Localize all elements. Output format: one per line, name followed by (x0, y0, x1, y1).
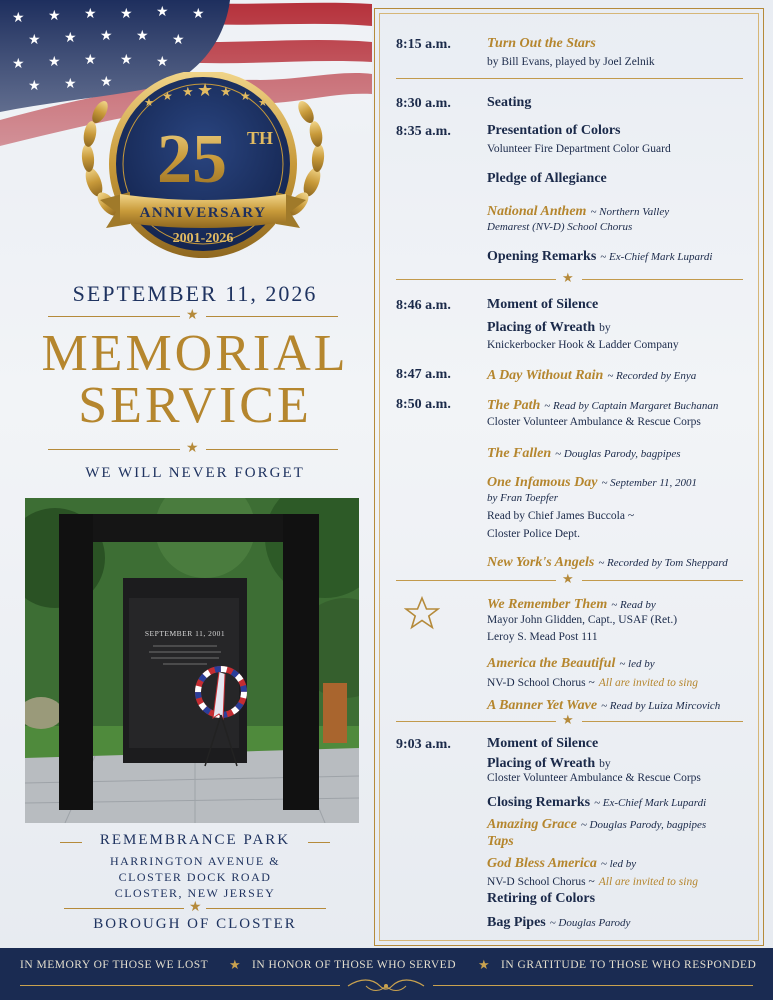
section-divider (396, 72, 743, 86)
title-memorial: MEMORIAL (41, 325, 349, 382)
item-opening-remarks-title: Opening Remarks (487, 249, 597, 264)
item-bag-pipes (487, 913, 630, 931)
borough-divider (64, 902, 326, 916)
left-column (0, 0, 372, 948)
section-divider (396, 571, 743, 588)
item-day-without-rain-performer: ~ Recorded by Enya (607, 370, 697, 382)
motto: WE WILL NEVER FORGET (85, 465, 305, 481)
item-the-fallen (487, 444, 681, 462)
item-america-the-beautiful-invite: All are invited to sing (598, 677, 698, 689)
item-closing-remarks (487, 793, 706, 811)
item-closing-remarks-title: Closing Remarks (487, 795, 591, 810)
item-national-anthem-title: National Anthem (487, 204, 587, 219)
item-one-infamous-day-title: One Infamous Day (487, 475, 598, 490)
item-we-remember-them-sub1: Mayor John Glidden, Capt., USAF (Ret.) (487, 614, 678, 626)
flourish-ornament-icon (346, 978, 426, 994)
star-icon: ★ (186, 441, 199, 456)
item-god-bless-america-title: God Bless America (487, 856, 597, 871)
item-national-anthem (487, 202, 669, 220)
item-day-without-rain (487, 366, 696, 384)
item-presentation-of-colors-sub: Volunteer Fire Department Color Guard (487, 143, 671, 155)
star-icon: ★ (186, 308, 199, 323)
item-bag-pipes-performer: ~ Douglas Parody (549, 917, 631, 929)
item-we-remember-them-title: We Remember Them (487, 597, 608, 612)
star-icon: ★ (562, 270, 574, 285)
address-line-2: CLOSTER DOCK ROAD (118, 870, 272, 884)
item-pledge: Pledge of Allegiance (487, 171, 607, 186)
item-the-path (487, 396, 718, 414)
stone-inscription: SEPTEMBER 11, 2001 (144, 629, 226, 638)
item-the-fallen-title: The Fallen (487, 446, 552, 461)
item-america-the-beautiful-sub (487, 673, 698, 691)
badge-number: 25 (157, 121, 227, 198)
time-847: 8:47 a.m. (396, 367, 451, 382)
item-placing-of-wreath-2-by: by (599, 758, 611, 770)
item-one-infamous-day-date: ~ September 11, 2001 (601, 477, 698, 489)
park-name: REMEMBRANCE PARK (99, 832, 291, 848)
star-icon: ★ (189, 900, 202, 915)
badge-suffix: TH (246, 128, 274, 148)
item-retiring-of-colors: Retiring of Colors (487, 891, 596, 906)
item-the-path-sub: Closter Volunteer Ambulance & Rescue Corps (487, 416, 701, 428)
item-opening-remarks-performer: ~ Ex-Chief Mark Lupardi (600, 251, 713, 263)
item-banner-yet-wave-title: A Banner Yet Wave (487, 698, 598, 713)
time-903: 9:03 a.m. (396, 737, 451, 752)
item-god-bless-america-chorus: NV-D School Chorus ~ (487, 876, 595, 888)
item-moment-of-silence-1: Moment of Silence (487, 297, 599, 312)
item-placing-of-wreath-2-sub: Closter Volunteer Ambulance & Rescue Corps (487, 772, 701, 784)
item-banner-yet-wave-performer: ~ Read by Luiza Mircovich (601, 700, 721, 712)
item-god-bless-america (487, 854, 636, 872)
footer-text-memory: IN MEMORY OF THOSE WE LOST (20, 959, 209, 971)
svg-text:★: ★ (258, 96, 268, 109)
item-amazing-grace-title: Amazing Grace (487, 817, 577, 832)
footer-text-honor: IN HONOR OF THOSE WHO SERVED (252, 959, 457, 971)
svg-text:★: ★ (240, 89, 251, 103)
item-banner-yet-wave (487, 696, 720, 714)
time-850: 8:50 a.m. (396, 397, 451, 412)
item-turn-out-the-stars: Turn Out the Stars (487, 36, 596, 51)
star-outline-icon (404, 596, 440, 630)
item-placing-of-wreath-1 (487, 318, 611, 336)
item-we-remember-them-sub2: Leroy S. Mead Post 111 (487, 631, 598, 643)
item-the-path-title: The Path (487, 398, 541, 413)
item-bag-pipes-title: Bag Pipes (487, 915, 546, 930)
service-date: SEPTEMBER 11, 2026 (72, 281, 318, 306)
svg-text:★: ★ (220, 85, 232, 100)
item-placing-of-wreath-1-by: by (599, 322, 611, 334)
star-icon: ★ (478, 957, 490, 972)
star-icon: ★ (562, 712, 574, 727)
item-god-bless-america-performer: ~ led by (600, 858, 637, 870)
item-taps: Taps (487, 834, 514, 849)
item-one-infamous-day-reader: Read by Chief James Buccola ~ (487, 510, 635, 522)
item-new-yorks-angels-performer: ~ Recorded by Tom Sheppard (598, 557, 728, 569)
anniversary-badge (72, 72, 334, 272)
svg-text:★: ★ (182, 85, 194, 100)
svg-text:★: ★ (162, 89, 173, 103)
item-closing-remarks-performer: ~ Ex-Chief Mark Lupardi (594, 797, 707, 809)
footer-banner (0, 948, 773, 1000)
item-america-the-beautiful-performer: ~ led by (619, 658, 655, 670)
item-god-bless-america-sub (487, 872, 698, 890)
time-815: 8:15 a.m. (396, 37, 451, 52)
item-america-the-beautiful (487, 654, 655, 672)
item-moment-of-silence-2: Moment of Silence (487, 736, 599, 751)
item-amazing-grace-performer: ~ Douglas Parody, bagpipes (580, 819, 707, 831)
item-one-infamous-day-dept: Closter Police Dept. (487, 528, 580, 540)
star-icon: ★ (562, 571, 574, 586)
item-one-infamous-day (487, 473, 697, 491)
item-placing-of-wreath-2-title: Placing of Wreath (487, 756, 596, 771)
borough-name: BOROUGH OF CLOSTER (93, 916, 297, 932)
item-national-anthem-sub: Demarest (NV-D) School Chorus (487, 221, 633, 233)
item-national-anthem-performer: ~ Northern Valley (590, 206, 670, 218)
time-846: 8:46 a.m. (396, 298, 451, 313)
svg-text:★: ★ (197, 80, 214, 101)
item-the-path-performer: ~ Read by Captain Margaret Buchanan (544, 400, 719, 412)
item-placing-of-wreath-1-sub: Knickerbocker Hook & Ladder Company (487, 339, 679, 351)
park-divider (60, 836, 330, 850)
time-835: 8:35 a.m. (396, 124, 451, 139)
item-one-infamous-day-author: by Fran Toepfer (487, 492, 559, 504)
memorial-monument-photo (25, 498, 359, 823)
footer-text-gratitude: IN GRATITUDE TO THOSE WHO RESPONDED (501, 959, 757, 971)
item-new-yorks-angels (487, 553, 728, 571)
title-divider-bottom (48, 443, 338, 457)
star-icon: ★ (229, 957, 241, 972)
badge-ribbon-text: ANNIVERSARY (139, 205, 267, 221)
item-amazing-grace (487, 815, 706, 833)
section-divider (396, 270, 743, 287)
address-line-3: CLOSTER, NEW JERSEY (114, 886, 276, 900)
svg-text:★: ★ (144, 96, 154, 109)
item-seating: Seating (487, 95, 532, 110)
time-830: 8:30 a.m. (396, 96, 451, 111)
item-turn-out-the-stars-sub: by Bill Evans, played by Joel Zelnik (487, 56, 655, 68)
item-placing-of-wreath-2 (487, 754, 611, 772)
item-america-the-beautiful-chorus: NV-D School Chorus ~ (487, 677, 595, 689)
address-line-1: HARRINGTON AVENUE & (109, 854, 281, 868)
title-divider-top (48, 310, 338, 324)
title-service: SERVICE (78, 377, 312, 434)
item-we-remember-them (487, 595, 656, 613)
item-presentation-of-colors: Presentation of Colors (487, 123, 621, 138)
item-new-yorks-angels-title: New York's Angels (487, 555, 595, 570)
item-opening-remarks (487, 247, 712, 265)
item-god-bless-america-invite: All are invited to sing (598, 876, 698, 888)
section-divider (396, 712, 743, 729)
item-the-fallen-performer: ~ Douglas Parody, bagpipes (555, 448, 681, 460)
item-day-without-rain-title: A Day Without Rain (487, 368, 604, 383)
item-america-the-beautiful-title: America the Beautiful (487, 656, 616, 671)
item-we-remember-them-performer: ~ Read by (611, 599, 656, 611)
badge-years: 2001-2026 (172, 231, 234, 246)
item-placing-of-wreath-1-title: Placing of Wreath (487, 320, 596, 335)
